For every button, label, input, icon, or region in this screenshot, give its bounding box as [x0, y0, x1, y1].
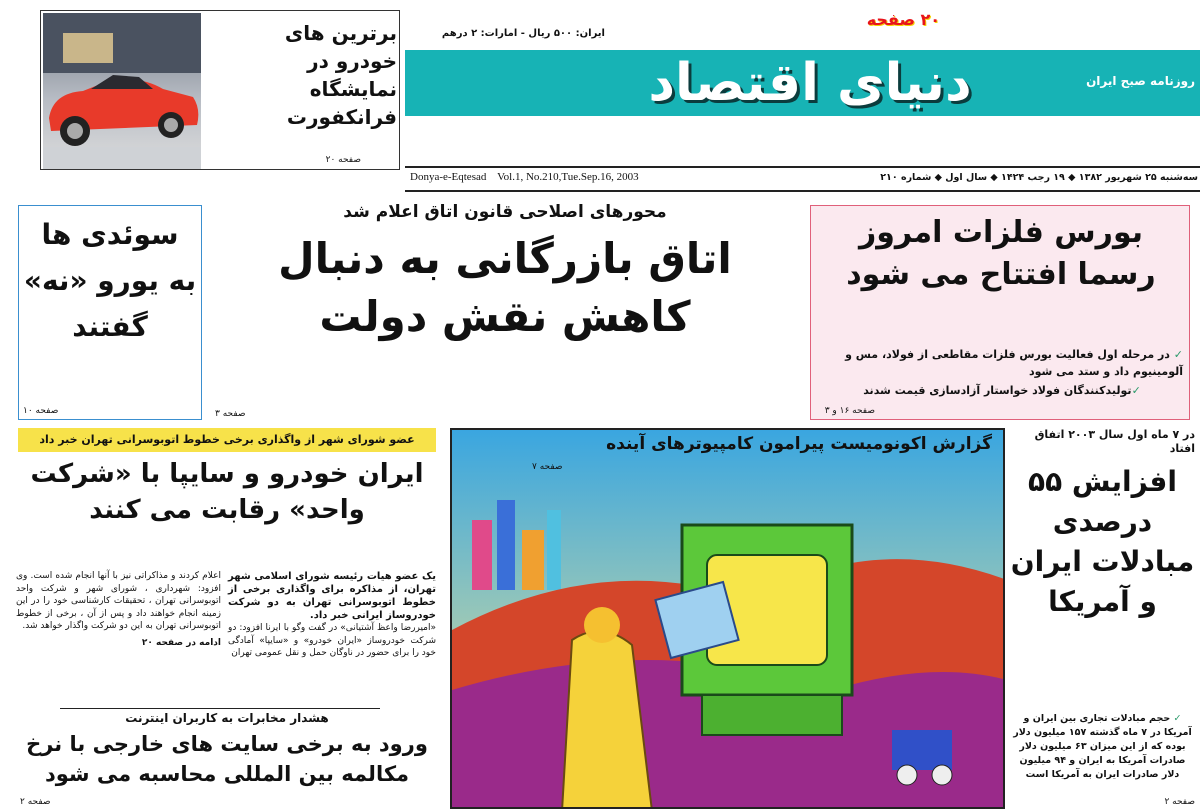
check-icon: ✓ [1173, 713, 1182, 724]
trade-bullet: ✓ حجم مبادلات تجاری بین ایران و آمریکا در ۷ ماه گذشته ۱۵۷ میلیون دلار بوده که از این میزان ۶۳ میلیون دلار صادرات آمریکا به ایران و ۹۴ میلیون دلار صادرات ایران به آمریکا است [1013, 713, 1192, 780]
metals-bullet: ✓تولیدکنندگان فولاد خواستار آزادسازی قیمت شدند [863, 384, 1141, 397]
tagline: روزنامه صبح ایران [1086, 74, 1195, 88]
check-icon: ✓ [1173, 348, 1183, 361]
buses-lead: یک عضو هیات رئیسه شورای اسلامی شهر تهران، از مذاکره برای واگذاری برخی از خطوط اتوبوسرانی تهران به دو شرکت خودروساز ایرانی خبر داد. [228, 571, 436, 621]
english-issue-line: Donya-e-Eqtesad Vol.1, No.210,Tue.Sep.16, 2003 [410, 171, 639, 183]
page-ref: صفحه ۲ [20, 797, 51, 807]
page-ref: صفحه ۷ [532, 462, 563, 472]
swedes-euro-box[interactable] [18, 205, 202, 420]
lead-kicker: محورهای اصلاحی قانون اتاق اعلام شد [343, 202, 667, 222]
divider [60, 708, 380, 709]
metals-headline: بورس فلزات امروز رسما افتتاح می شود [846, 215, 1156, 292]
price: ایران: ۵۰۰ ریال - امارات: ۲ درهم [441, 28, 605, 39]
buses-column-2 [16, 570, 221, 648]
car-feature-box[interactable] [40, 10, 400, 170]
check-icon: ✓ [1131, 384, 1141, 397]
trade-headline[interactable]: افزایش ۵۵ درصدی مبادلات ایران و آمریکا [1010, 465, 1195, 618]
page-ref: صفحه ۲ [1164, 797, 1195, 807]
buses-column-1 [228, 570, 436, 660]
page-ref: صفحه ۳ [215, 409, 246, 419]
illustration-caption: گزارش اکونومیست پیرامون کامپیوترهای آینده [606, 434, 992, 454]
computer-illustration [452, 430, 1005, 809]
buses-body: اعلام کردند و مذاکراتی نیز با آنها انجام شده است. وی افزود: شهرداری ، شورای شهر و شرکت واحد اتوبوسرانی تهران ، تحقیقات کارشناسی خود را در این زمینه انجام خواهند داد و پس از آن ، برخی از خطوط اتوبوسرانی تهران به این دو شرکت واگذار خواهد شد. [16, 571, 221, 631]
newspaper-logo: دنیای اقتصاد [648, 53, 972, 113]
continued-ref[interactable]: ادامه در صفحه ۲۰ [141, 637, 221, 648]
page-ref: صفحه ۱۰ [23, 406, 59, 416]
buses-kicker: عضو شورای شهر از واگذاری برخی خطوط اتوبوسرانی تهران خبر داد [18, 428, 436, 452]
page-count: ۲۰ صفحه [866, 10, 940, 29]
trade-kicker: در ۷ ماه اول سال ۲۰۰۳ اتفاق افتاد [1034, 428, 1195, 455]
economist-illustration[interactable] [450, 428, 1005, 809]
buses-body: «امیررضا واعظ آشتیانی» در گفت وگو با ایرنا افزود: دو شرکت خودروساز «ایران خودرو» و «سایپا» آمادگی خود را برای حضور در ناوگان حمل و نقل عمومی تهران [228, 623, 436, 658]
page-ref: صفحه ۲۰ [325, 155, 361, 165]
metals-bullet: ✓ در مرحله اول فعالیت بورس فلزات مقاطعی از فولاد، مس و آلومینیوم داد و ستد می شود [845, 348, 1183, 378]
metals-exchange-box[interactable] [810, 205, 1190, 420]
internet-headline[interactable]: ورود به برخی سایت های خارجی با نرخ مکالمه بین المللی محاسبه می شود [26, 732, 428, 786]
car-photo [43, 13, 201, 169]
internet-kicker: هشدار مخابرات به کاربران اینترنت [125, 711, 329, 725]
lead-headline[interactable]: اتاق بازرگانی به دنبال کاهش نقش دولت [278, 234, 732, 341]
page-ref: صفحه ۱۶ و ۳ [824, 406, 875, 416]
divider [405, 166, 1200, 168]
swedes-headline: سوئدی ها به یورو «نه» گفتند [23, 218, 197, 343]
persian-date-line: سه‌شنبه ۲۵ شهریور ۱۳۸۲ ◆ ۱۹ رجب ۱۴۲۴ ◆ سال اول ◆ شماره ۲۱۰ [880, 172, 1198, 183]
buses-headline[interactable]: ایران خودرو و سایپا با «شرکت واحد» رقابت می کنند [30, 459, 424, 525]
car-headline: برترین های خودرو در نمایشگاه فرانکفورت [284, 21, 397, 129]
divider [405, 190, 1200, 192]
